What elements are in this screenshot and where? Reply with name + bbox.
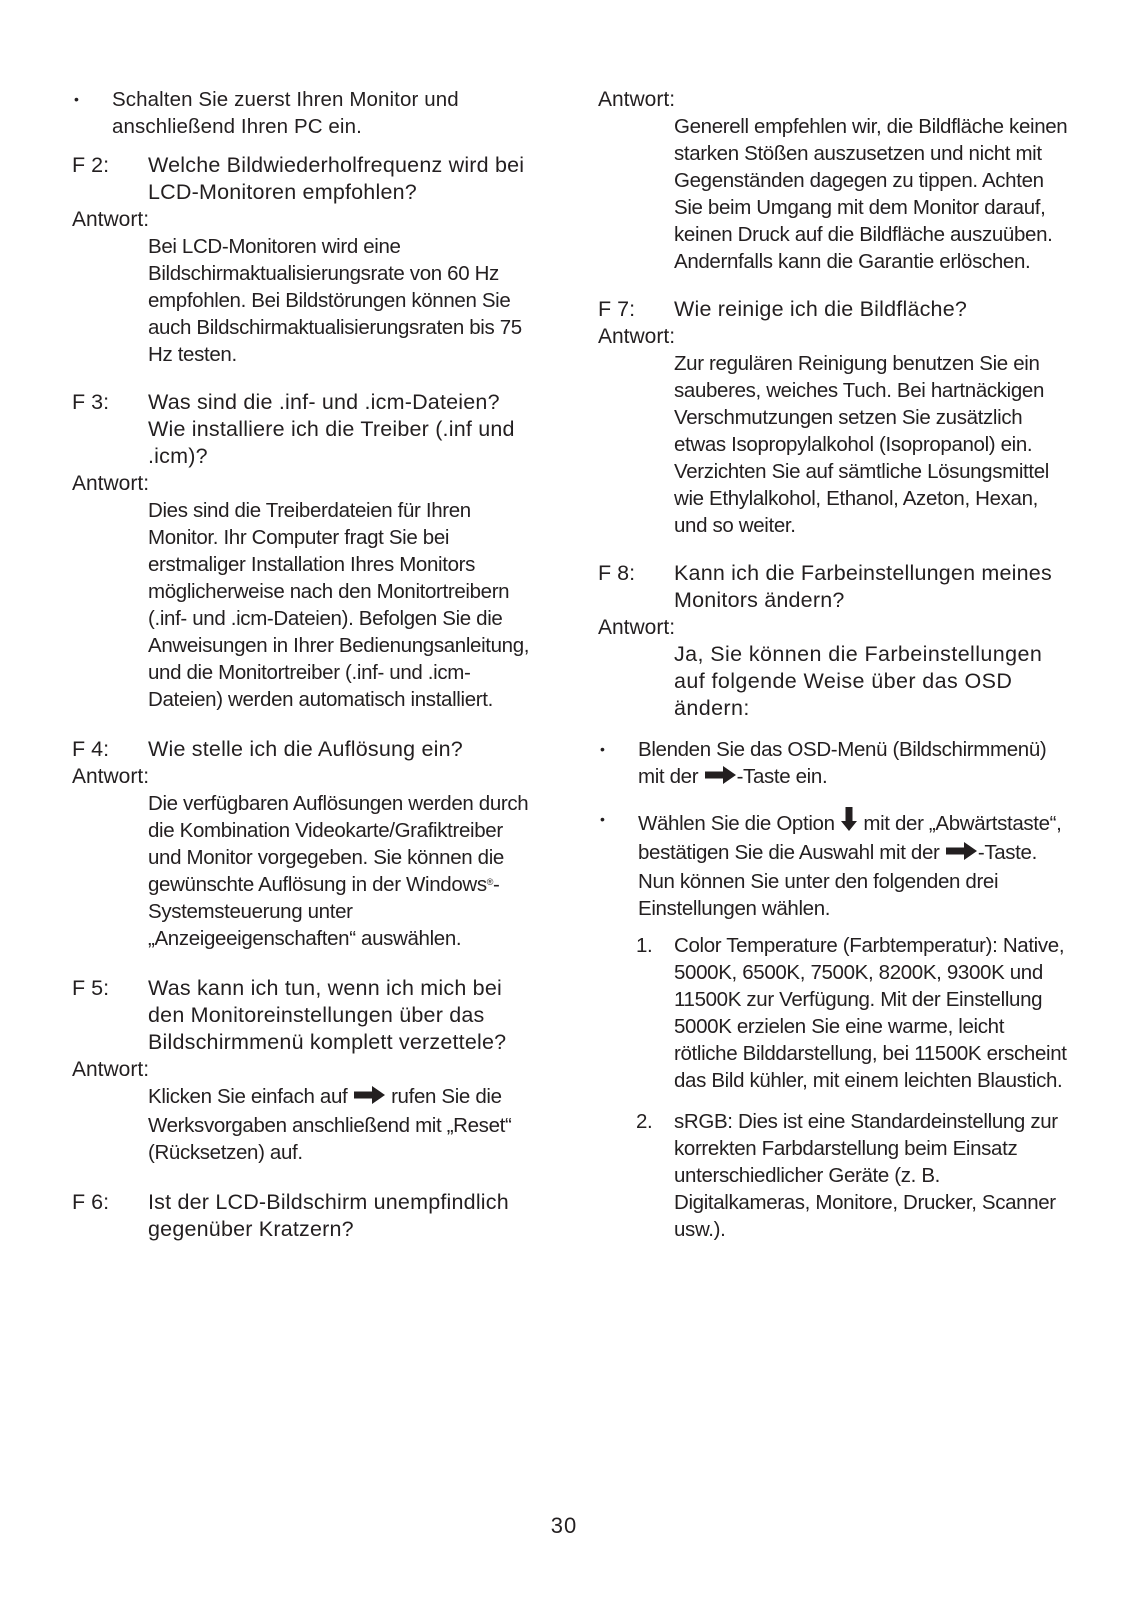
faq-question-f6 xyxy=(72,1189,532,1243)
bullet-text-part: Blenden Sie das OSD-Menü (Bildschirmmenü) mit der xyxy=(638,738,1047,788)
faq-question-f5 xyxy=(72,975,532,1056)
answer-label: Antwort: xyxy=(72,208,150,231)
numbered-item xyxy=(598,1108,1068,1243)
item-number: 2. xyxy=(636,1110,653,1133)
bullet-text xyxy=(638,736,1068,792)
question-number: F 7: xyxy=(598,297,636,321)
question-text: Welche Bildwiederholfrequenz wird bei LCD-Monitoren empfohlen? xyxy=(148,153,525,204)
answer-text-f5 xyxy=(72,1083,532,1166)
question-number: F 5: xyxy=(72,976,110,1000)
registered-mark: ® xyxy=(486,877,494,887)
item-number: 1. xyxy=(636,934,653,957)
answer-label: Antwort: xyxy=(598,616,676,639)
page-number: 30 xyxy=(550,1513,578,1538)
faq-question-f3 xyxy=(72,389,532,470)
question-text: Was kann ich tun, wenn ich mich bei den Monitoreinstellungen über das Bildschirmmenü komplett verzettele? xyxy=(148,976,507,1054)
bullet-item xyxy=(598,736,1068,792)
question-number: F 6: xyxy=(72,1190,110,1214)
down-arrow-icon xyxy=(840,806,858,839)
bullet-item xyxy=(598,806,1068,922)
answer-text-f2: Bei LCD-Monitoren wird eine Bildschirmaktualisierungsrate von 60 Hz empfohlen. Bei Bildstörungen können Sie auch Bildschirmaktualisierungsraten bis 75 Hz testen. xyxy=(148,235,522,366)
bullet-item xyxy=(72,86,532,140)
answer-text-f4 xyxy=(72,790,532,952)
question-text: Wie stelle ich die Auflösung ein? xyxy=(148,737,463,761)
left-column xyxy=(72,86,532,1243)
answer-label: Antwort: xyxy=(72,1058,150,1081)
bullet-text-part: Wählen Sie die Option xyxy=(638,812,835,835)
bullet-text: Schalten Sie zuerst Ihren Monitor und anschließend Ihren PC ein. xyxy=(112,88,459,138)
right-column xyxy=(598,86,1068,1243)
answer-label: Antwort: xyxy=(72,765,150,788)
answer-text-f8: Ja, Sie können die Farbeinstellungen auf folgende Weise über das OSD ändern: xyxy=(674,642,1043,720)
bullet-text-part: -Taste. Nun können Sie unter den folgenden drei Einstellungen wählen. xyxy=(638,841,1037,920)
question-text: Ist der LCD-Bildschirm unempfindlich gegenüber Kratzern? xyxy=(148,1190,509,1241)
question-number: F 3: xyxy=(72,390,110,414)
answer-text-f3: Dies sind die Treiberdateien für Ihren Monitor. Ihr Computer fragt Sie bei erstmaliger Installation Ihres Monitors möglicherweise nach den Monitortreibern (.inf- und .icm-Dateien). Befolgen Sie die Anweisungen in Ihrer Bedienungsanleitung, und die Monitortreiber (.inf- und .icm-Dateien) werden automatisch installiert. xyxy=(148,499,530,711)
question-text: Kann ich die Farbeinstellungen meines Monitors ändern? xyxy=(674,561,1052,612)
question-number: F 8: xyxy=(598,561,636,585)
faq-question-f8 xyxy=(598,560,1068,614)
bullet-dot: • xyxy=(600,741,605,757)
question-text: Was sind die .inf- und .icm-Dateien? Wie installiere ich die Treiber (.inf und .icm)? xyxy=(148,390,515,468)
right-arrow-icon xyxy=(945,841,978,868)
faq-question-f2 xyxy=(72,152,532,206)
bullet-text-part: -Taste ein. xyxy=(736,765,828,788)
answer-text-part: -Systemsteuerung unter „Anzeigeeigenschaften“ auswählen. xyxy=(148,873,500,950)
answer-label: Antwort: xyxy=(72,472,150,495)
question-number: F 2: xyxy=(72,153,110,177)
answer-label: Antwort: xyxy=(598,325,676,348)
question-text: Wie reinige ich die Bildfläche? xyxy=(674,297,968,321)
question-number: F 4: xyxy=(72,737,110,761)
faq-question-f7 xyxy=(598,296,1068,323)
answer-text-part: Die verfügbaren Auflösungen werden durch die Kombination Videokarte/Grafiktreiber und Monitor vorgegeben. Sie können die gewünschte Auflösung in der Windows xyxy=(148,792,529,896)
bullet-dot: • xyxy=(600,811,605,827)
answer-text-part: Klicken Sie einfach auf xyxy=(148,1085,348,1108)
numbered-item xyxy=(598,932,1068,1094)
bullet-text xyxy=(638,806,1068,922)
answer-text-f6: Generell empfehlen wir, die Bildfläche keinen starken Stößen auszusetzen und nicht mit Gegenständen dagegen zu tippen. Achten Sie beim Umgang mit dem Monitor darauf, keinen Druck auf die Bildfläche auszuüben. Andernfalls kann die Garantie erlöschen. xyxy=(674,115,1068,273)
right-arrow-icon xyxy=(353,1085,386,1112)
bullet-text-part: mit der „Abwärtstaste“, bestätigen Sie die Auswahl mit der xyxy=(638,812,1062,864)
answer-text-part: rufen Sie die Werksvorgaben anschließend mit „Reset“ (Rücksetzen) auf. xyxy=(148,1085,512,1164)
item-text: Color Temperature (Farbtemperatur): Native, 5000K, 6500K, 7500K, 8200K, 9300K und 11500K zur Verfügung. Mit der Einstellung 5000K erzielen Sie eine warme, leicht rötliche Bilddarstellung, bei 11500K erscheint das Bild kühler, mit einem leichten Blaustich. xyxy=(674,934,1067,1092)
answer-text-f7: Zur regulären Reinigung benutzen Sie ein sauberes, weiches Tuch. Bei hartnäckigen Verschmutzungen setzen Sie zusätzlich etwas Isopropylalkohol (Isopropanol) ein. Verzichten Sie auf sämtliche Lösungsmittel wie Ethylalkohol, Ethanol, Azeton, Hexan, und so weiter. xyxy=(674,352,1050,537)
right-arrow-icon xyxy=(704,765,737,792)
bullet-dot: • xyxy=(74,91,80,107)
faq-question-f4 xyxy=(72,736,532,763)
answer-label: Antwort: xyxy=(598,88,676,111)
item-text: sRGB: Dies ist eine Standardeinstellung zur korrekten Farbdarstellung beim Einsatz unterschiedlicher Geräte (z. B. Digitalkameras, Monitore, Drucker, Scanner usw.). xyxy=(674,1110,1058,1241)
